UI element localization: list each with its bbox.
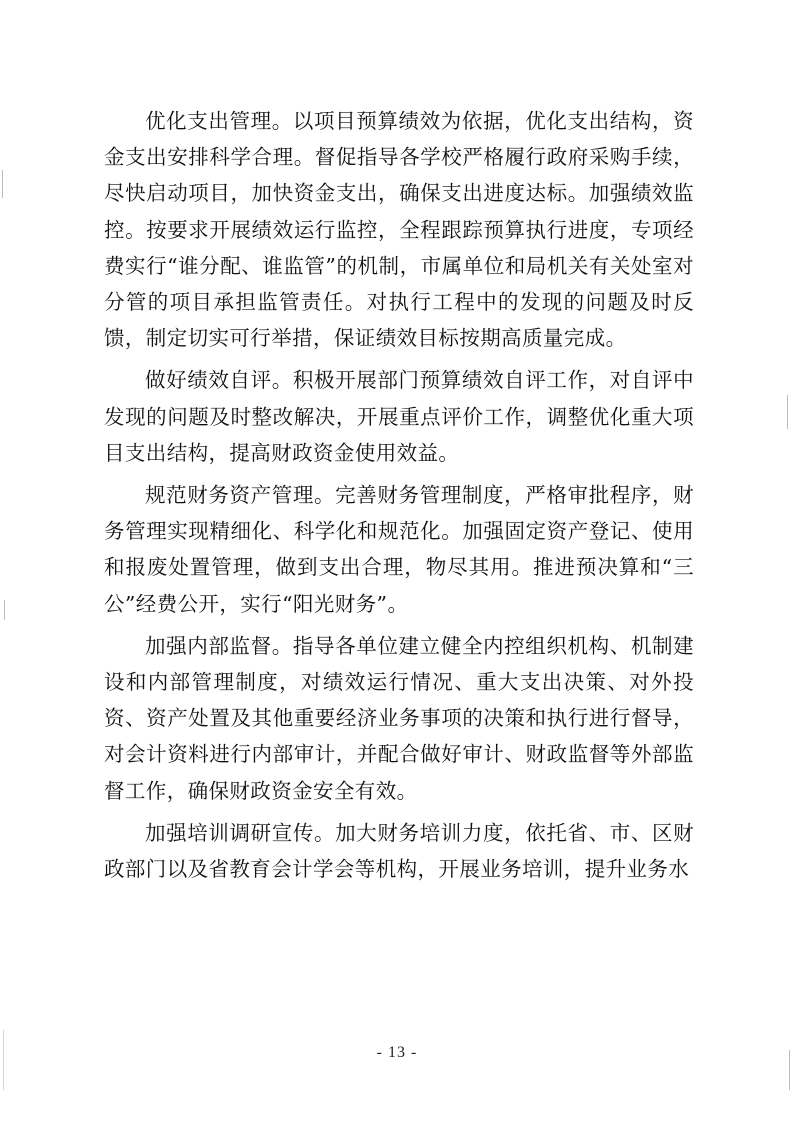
paragraph-asset-management: 规范财务资产管理。完善财务管理制度，严格审批程序，财务管理实现精细化、科学化和规范化。加强固定资产登记、使用和报废处置管理，做到支出合理，物尽其用。推进预决算和“三公”经费公开，实行“阳光财务”。 [104,483,694,616]
scan-edge-mark [789,1050,790,1090]
paragraph-internal-supervision: 加强内部监督。指导各单位建立健全内控组织机构、机制建设和内部管理制度，对绩效运行情况、重大支出决策、对外投资、资产处置及其他重要经济业务事项的决策和执行进行督导，对会计资料进行内部审计，并配合做好审计、财政监督等外部监督工作，确保财政资金安全有效。 [104,633,694,803]
scan-edge-mark [4,600,5,620]
scan-edge-mark [787,395,788,429]
scan-edge-mark [3,1030,4,1090]
scan-edge-mark [2,170,3,198]
paragraph-training-publicity: 加强培训调研宣传。加大财务培训力度，依托省、市、区财政部门以及省教育会计学会等机构，开展业务培训，提升业务水 [104,820,694,882]
paragraph-expenditure-management: 优化支出管理。以项目预算绩效为依据，优化支出结构，资金支出安排科学合理。督促指导各学校严格履行政府采购手续，尽快启动项目，加快资金支出，确保支出进度达标。加强绩效监控。按要求开展绩效运行监控，全程跟踪预算执行进度，专项经费实行“谁分配、谁监管”的机制，市属单位和局机关有关处室对分管的项目承担监管责任。对执行工程中的发现的问题及时反馈，制定切实可行举措，保证绩效目标按期高质量完成。 [104,109,694,351]
document-body [104,103,694,893]
paragraph-self-evaluation: 做好绩效自评。积极开展部门预算绩效自评工作，对自评中发现的问题及时整改解决，开展重点评价工作，调整优化重大项目支出结构，提高财政资金使用效益。 [104,368,694,465]
page-number: - 13 - [376,1044,418,1061]
